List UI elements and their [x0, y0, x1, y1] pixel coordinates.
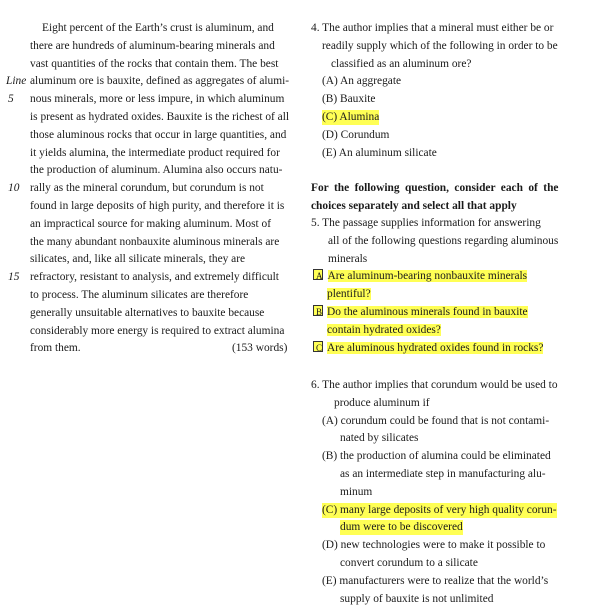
q4-option[interactable]: (C) Alumina: [322, 111, 380, 123]
q5-choice-text: Do the aluminous minerals found in bauxite: [327, 306, 528, 318]
passage-line: those aluminous rocks that occur in large quantities, and: [30, 128, 287, 141]
q5-stem-line: minerals: [328, 252, 368, 265]
q6-option[interactable]: (B) the production of alumina could be eliminated: [322, 450, 551, 463]
passage-line: the many abundant nonbauxite aluminous minerals are: [30, 235, 280, 248]
q5-choice[interactable]: [313, 269, 527, 284]
q6-option: supply of bauxite is not unlimited: [340, 592, 494, 605]
passage-line: silicates, and, like all silicate minerals, they are: [30, 253, 246, 266]
passage-line: generally unsuitable alternatives to bauxite because: [30, 306, 265, 319]
q5-choice[interactable]: [313, 305, 528, 320]
q5-choice[interactable]: [313, 341, 543, 356]
q5-choice: [327, 323, 441, 338]
passage-line: there are hundreds of aluminum-bearing minerals and: [30, 39, 275, 52]
q4-option[interactable]: (E) An aluminum silicate: [322, 146, 437, 159]
q6-option: convert corundum to a silicate: [340, 557, 478, 569]
q4-stem-line: classified as an aluminum ore?: [331, 57, 472, 70]
passage-line: Eight percent of the Earth’s crust is aluminum, and: [42, 22, 274, 34]
line-number: 5: [8, 93, 14, 106]
q5-choice-text: Are aluminum-bearing nonbauxite minerals: [327, 270, 528, 283]
q6-option[interactable]: (D) new technologies were to make it possible to: [322, 539, 546, 552]
q6-stem-line: 6. The author implies that corundum would be used to: [311, 379, 558, 391]
choice-letter: A: [316, 271, 323, 282]
passage-line: considerably more energy is required to extract alumina: [30, 324, 285, 337]
q5-stem-line: all of the following questions regarding aluminous: [328, 234, 559, 247]
instruction-line: choices separately and select all that apply: [311, 199, 517, 212]
q6-stem-line: produce aluminum if: [334, 396, 430, 409]
q6-option: nated by silicates: [340, 432, 419, 445]
passage-line: rally as the mineral corundum, but corundum is not: [30, 182, 264, 195]
passage-line: the production of aluminum. Alumina also occurs natu-: [30, 164, 283, 177]
q5-choice-text: plentiful?: [327, 288, 371, 301]
passage-line: refractory, resistant to analysis, and extremely difficult: [30, 271, 279, 284]
q6-option: minum: [340, 485, 373, 498]
q6-option[interactable]: (E) manufacturers were to realize that the world’s: [322, 574, 549, 587]
passage-line: it yields alumina, the intermediate product required for: [30, 146, 280, 159]
instruction-line: For the following question, consider each of the: [311, 182, 559, 194]
q6-option: dum were to be discovered: [340, 521, 463, 534]
passage-line: found in large deposits of high purity, and therefore it is: [30, 200, 285, 212]
q4-option[interactable]: (B) Bauxite: [322, 93, 376, 106]
q6-option[interactable]: (C) many large deposits of very high quality corun-: [322, 503, 557, 516]
q5-stem-line: 5. The passage supplies information for answering: [311, 217, 541, 229]
q5-choice: [327, 287, 371, 302]
passage-line: an impractical source for making aluminum. Most of: [30, 217, 272, 230]
passage-line: nous minerals, more or less impure, in which aluminum: [30, 93, 285, 106]
passage-line: vast quantities of the rocks that contain them. The best: [30, 57, 279, 70]
choice-letter: B: [316, 307, 323, 317]
line-number: 10: [8, 182, 20, 195]
q4-stem-line: 4. The author implies that a mineral must either be or: [311, 22, 554, 34]
choice-letter: C: [316, 342, 323, 353]
word-count: (153 words): [232, 342, 288, 355]
q4-option[interactable]: (D) Corundum: [322, 128, 390, 141]
q6-option: as an intermediate step in manufacturing alu-: [340, 468, 546, 480]
passage-line: to process. The aluminum silicates are therefore: [30, 289, 249, 301]
q4-option[interactable]: (A) An aggregate: [322, 75, 402, 88]
q4-stem-line: readily supply which of the following in order to be: [322, 39, 558, 52]
passage-line: from them.: [30, 342, 81, 355]
passage-line: is present as hydrated oxides. Bauxite is the richest of all: [30, 111, 290, 123]
q5-choice-text: Are aluminous hydrated oxides found in rocks?: [327, 341, 544, 354]
q6-option[interactable]: (A) corundum could be found that is not contami-: [322, 414, 550, 427]
line-label: Line: [6, 75, 27, 88]
passage-line: aluminum ore is bauxite, defined as aggregates of alumi-: [30, 75, 290, 88]
q5-choice-text: contain hydrated oxides?: [327, 323, 441, 336]
line-number: 15: [8, 271, 20, 284]
